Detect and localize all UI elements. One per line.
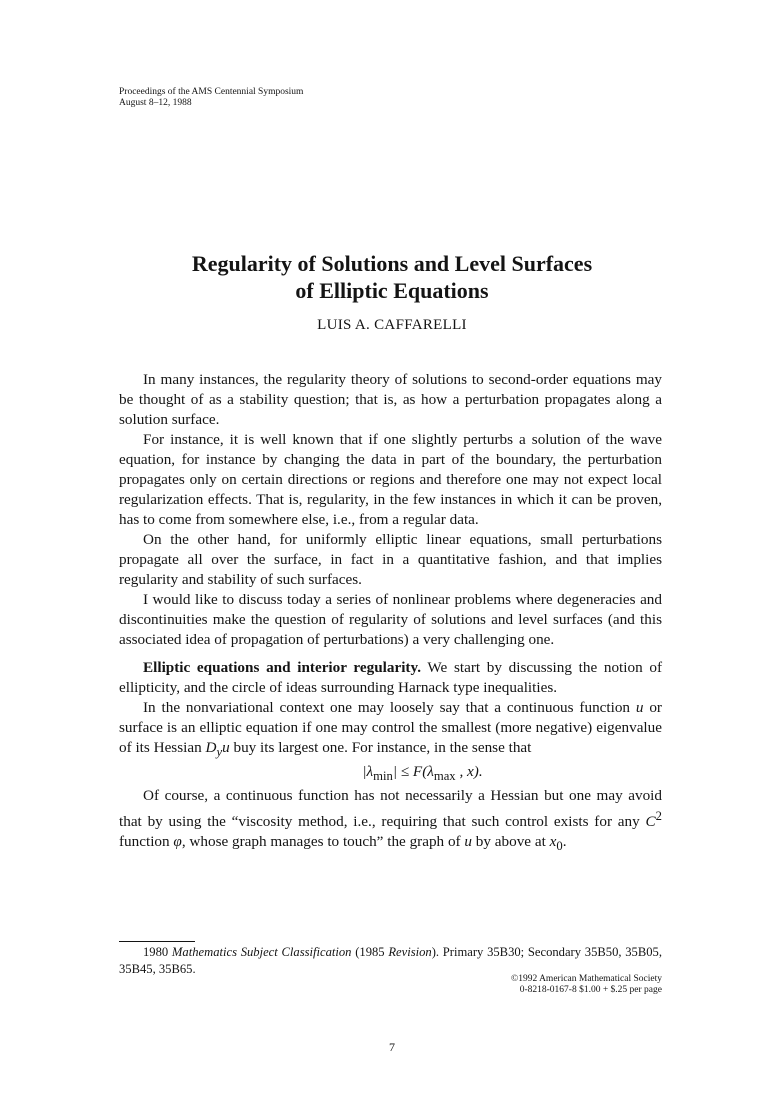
page-number: 7 — [389, 1040, 395, 1054]
p6-text-b: or surface is an elliptic equation if one may control the smallest (more negative) eigenvalue of its Hessian — [119, 699, 662, 756]
p6-hessian-u: u — [222, 739, 230, 756]
display-equation — [119, 762, 662, 786]
eq-rhs: , x). — [455, 763, 483, 781]
p7-u: u — [464, 833, 472, 851]
footnote — [119, 944, 662, 978]
header-dates: August 8–12, 1988 — [119, 98, 192, 108]
fn-d: Revision — [388, 945, 432, 959]
eq-max: max — [433, 769, 456, 784]
title-line-1: Regularity of Solutions and Level Surfaces — [191, 251, 593, 276]
fn-e: ). Primary 35B30; Secondary 35B50, 35B05, 35B45, 35B65. — [119, 945, 662, 976]
p6-text-a: In the nonvariational context one may loosely say that a continuous function — [143, 699, 636, 716]
fn-b: Mathematics Subject Classification — [171, 945, 352, 959]
p6-var-u: u — [635, 699, 644, 716]
copyright-notice — [470, 974, 662, 996]
p7-text-d: , whose graph manages to touch” the graph of — [181, 833, 465, 851]
paragraph-2: For instance, it is well known that if one slightly perturbs a solution of the wave equation, for instance by changing the data in part of the boundary, the perturbation propagates only on certain directions or regions and therefore one may not expect local regularization effects. That is, regularity, in the few instances in which it can be proven, has to come from somewhere else, i.e., from a regular data. — [119, 431, 662, 528]
copyright-line-2: 0-8218-0167-8 $1.00 + $.25 per page — [519, 985, 662, 995]
p7-x: x — [549, 833, 557, 851]
footnote-divider — [119, 941, 195, 942]
paragraph-6 — [119, 698, 662, 762]
eq-min: min — [373, 769, 393, 784]
p7-text-b: function — [119, 833, 174, 851]
paragraph-5-text: We start by discussing the notion of ellipticity, and the circle of ideas surrounding Harnack type inequalities. — [119, 659, 662, 696]
p6-text-c: buy its largest one. For instance, in the sense that — [229, 739, 532, 756]
footnote-text — [119, 944, 662, 978]
p7-c: C — [645, 813, 656, 831]
fn-a: 1980 — [143, 945, 172, 959]
p6-hessian-sub: y — [216, 745, 223, 760]
p7-xsub: 0 — [556, 839, 563, 854]
paragraph-3: On the other hand, for uniformly elliptic linear equations, small perturbations propagate all over the surface, in fact in a quantitative fashion, and that implies regularity and stability of such surfaces. — [119, 531, 662, 588]
p7-text-f: . — [562, 833, 567, 851]
p7-sup: 2 — [655, 809, 662, 824]
p6-hessian-d: D — [205, 739, 217, 756]
p7-text-e: by above at — [472, 833, 550, 851]
author-name: LUIS A. CAFFARELLI — [317, 317, 467, 333]
eq-lhs: |λ — [362, 763, 374, 781]
running-header — [119, 87, 303, 109]
main-text — [119, 370, 662, 856]
p7-text-a: Of course, a continuous function has not necessarily a Hessian but one may avoid that by using the “viscosity method, i.e., requiring that such control exists for any — [119, 787, 662, 831]
title-line-2: of Elliptic Equations — [295, 278, 489, 303]
p7-phi: φ — [173, 833, 182, 851]
header-proceedings: Proceedings of the AMS Centennial Symposium — [119, 87, 304, 97]
fn-c: (1985 — [351, 945, 389, 959]
eq-mid: | ≤ F(λ — [392, 763, 434, 781]
paragraph-7 — [119, 786, 662, 856]
paper-title — [0, 250, 784, 304]
section-runin-heading: Elliptic equations and interior regularity. — [143, 659, 422, 676]
copyright-line-1: ©1992 American Mathematical Society — [511, 974, 662, 984]
paragraph-5 — [119, 658, 662, 698]
paragraph-4: I would like to discuss today a series of nonlinear problems where degeneracies and discontinuities make the question of regularity of solutions and level surfaces (and this associated idea of propagation of perturbations) a very challenging one. — [119, 591, 662, 648]
paragraph-1: In many instances, the regularity theory of solutions to second-order equations may be thought of as a stability question; that is, as how a perturbation propagates along a solution surface. — [119, 371, 662, 428]
